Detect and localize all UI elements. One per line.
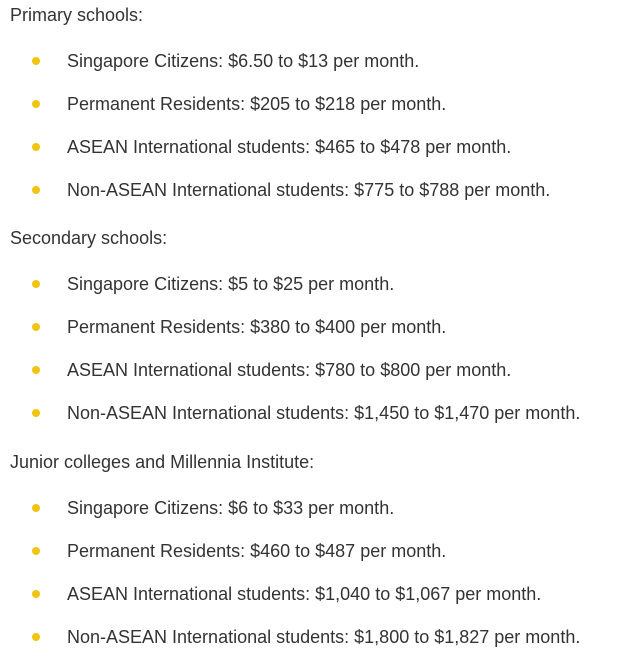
bullet-dot-icon bbox=[32, 504, 40, 512]
bullet-dot-icon bbox=[32, 409, 40, 417]
list-item-text: ASEAN International students: $1,040 to $1,067 per month. bbox=[67, 584, 542, 604]
bullet-dot-icon bbox=[32, 590, 40, 598]
bullet-dot-icon bbox=[32, 547, 40, 555]
list-item bbox=[0, 92, 640, 116]
list-item-text: Singapore Citizens: $6.50 to $13 per month. bbox=[67, 51, 420, 71]
list-item bbox=[0, 496, 640, 520]
list-item-text: Singapore Citizens: $5 to $25 per month. bbox=[67, 274, 395, 294]
list-item bbox=[0, 358, 640, 382]
bullet-dot-icon bbox=[32, 323, 40, 331]
bullet-dot-icon bbox=[32, 143, 40, 151]
section-heading-junior-colleges: Junior colleges and Millennia Institute: bbox=[10, 452, 315, 472]
section-heading-primary: Primary schools: bbox=[10, 5, 144, 25]
bullet-dot-icon bbox=[32, 280, 40, 288]
list-item bbox=[0, 178, 640, 202]
list-item bbox=[0, 582, 640, 606]
list-item bbox=[0, 272, 640, 296]
bullet-dot-icon bbox=[32, 186, 40, 194]
list-item bbox=[0, 625, 640, 649]
list-item-text: ASEAN International students: $780 to $800 per month. bbox=[67, 360, 512, 380]
list-item-text: ASEAN International students: $465 to $478 per month. bbox=[67, 137, 512, 157]
list-item-text: Non-ASEAN International students: $1,450 to $1,470 per month. bbox=[67, 403, 581, 423]
bullet-dot-icon bbox=[32, 100, 40, 108]
bullet-dot-icon bbox=[32, 633, 40, 641]
list-item-text: Non-ASEAN International students: $775 to $788 per month. bbox=[67, 180, 551, 200]
list-item bbox=[0, 539, 640, 563]
list-item-text: Singapore Citizens: $6 to $33 per month. bbox=[67, 498, 395, 518]
bullet-dot-icon bbox=[32, 57, 40, 65]
section-heading-secondary: Secondary schools: bbox=[10, 228, 168, 248]
list-item-text: Permanent Residents: $380 to $400 per month. bbox=[67, 317, 447, 337]
list-item bbox=[0, 401, 640, 425]
list-item-text: Permanent Residents: $460 to $487 per month. bbox=[67, 541, 447, 561]
list-item bbox=[0, 315, 640, 339]
list-item-text: Non-ASEAN International students: $1,800 to $1,827 per month. bbox=[67, 627, 581, 647]
bullet-dot-icon bbox=[32, 366, 40, 374]
list-item-text: Permanent Residents: $205 to $218 per month. bbox=[67, 94, 447, 114]
list-item bbox=[0, 135, 640, 159]
list-item bbox=[0, 49, 640, 73]
